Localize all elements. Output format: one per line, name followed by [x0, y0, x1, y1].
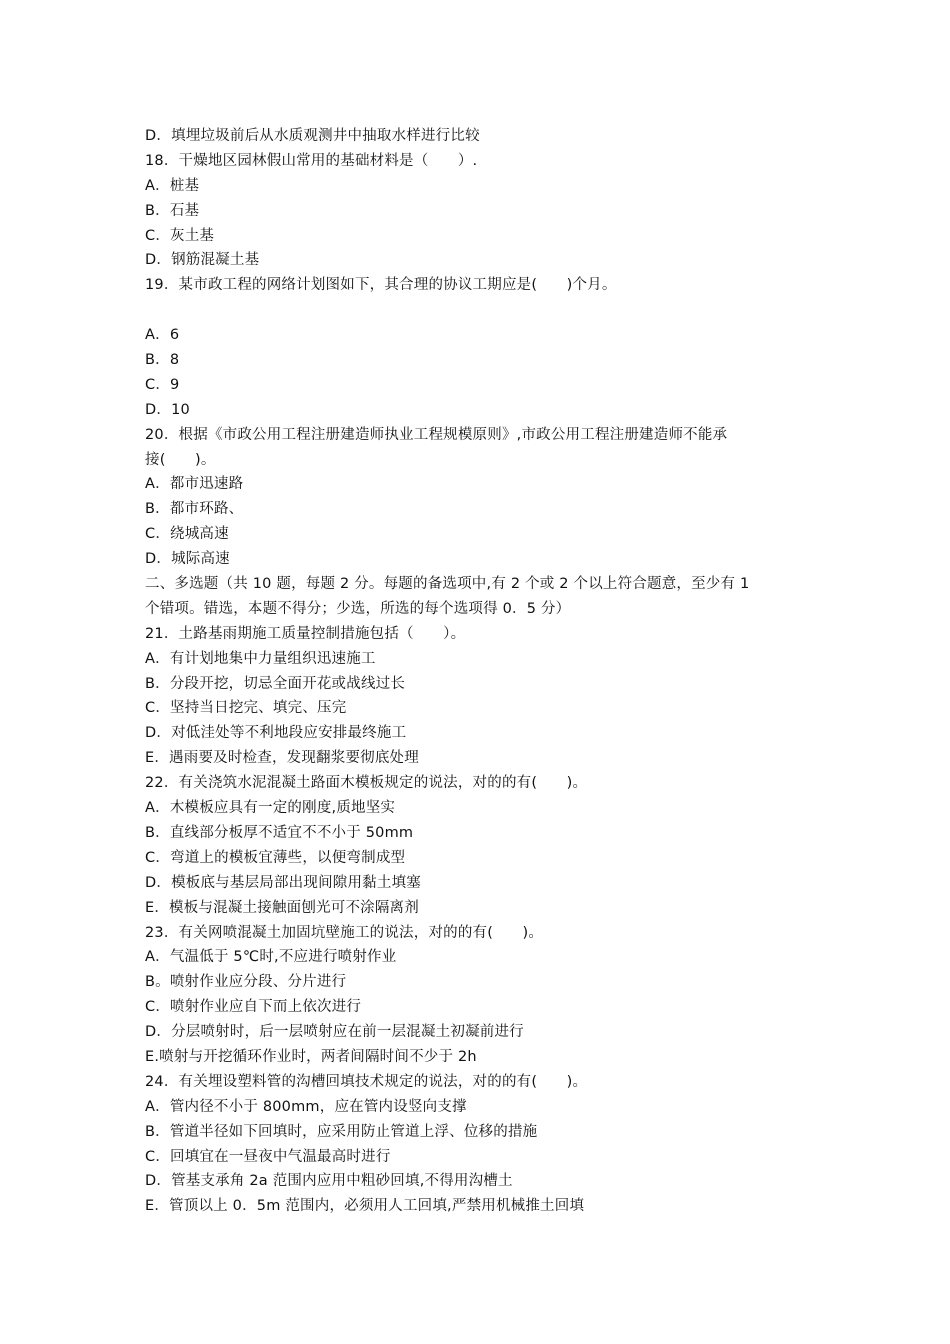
- blank-line: [145, 298, 815, 323]
- option-c-q24: C．回填宜在一昼夜中气温最高时进行: [145, 1148, 391, 1165]
- option-a-q20: A．都市迅速路: [145, 476, 244, 493]
- option-c-q23: C．喷射作业应自下而上依次进行: [145, 999, 362, 1016]
- option-d-q18: D．钢筋混凝土基: [145, 252, 260, 269]
- section-heading-line-2: 个错项。错选，本题不得分；少选，所选的每个选项得 0．5 分）: [145, 600, 571, 617]
- option-a-q23: A．气温低于 5℃时,不应进行喷射作业: [145, 949, 397, 966]
- option-b-q24: B．管道半径如下回填时，应采用防止管道上浮、位移的措施: [145, 1123, 538, 1140]
- option-b-q18: B．石基: [145, 202, 200, 219]
- option-d-q19: D．10: [145, 401, 190, 418]
- question-21: 21．土路基雨期施工质量控制措施包括（ ）。: [145, 625, 466, 642]
- option-d-q17: D．填埋垃圾前后从水质观测井中抽取水样进行比较: [145, 128, 480, 144]
- option-a-q21: A．有计划地集中力量组织迅速施工: [145, 650, 376, 667]
- option-b-q19: B．8: [145, 352, 180, 369]
- question-19: 19．某市政工程的网络计划图如下，其合理的协议工期应是( )个月。: [145, 277, 617, 294]
- question-20-line-1: 20．根据《市政公用工程注册建造师执业工程规模原则》,市政公用工程注册建造师不能承: [145, 426, 728, 443]
- option-a-q22: A．木模板应具有一定的刚度,质地坚实: [145, 800, 396, 817]
- option-e-q24: E．管顶以上 0．5m 范围内，必须用人工回填,严禁用机械推土回填: [145, 1198, 585, 1215]
- option-e-q22: E．模板与混凝土接触面刨光可不涂隔离剂: [145, 899, 419, 916]
- option-c-q18: C．灰土基: [145, 227, 215, 244]
- option-c-q19: C．9: [145, 376, 180, 393]
- question-23: 23．有关网喷混凝土加固坑壁施工的说法，对的的有( )。: [145, 924, 544, 941]
- question-24: 24．有关埋设塑料管的沟槽回填技术规定的说法，对的的有( )。: [145, 1073, 588, 1090]
- option-a-q19: A．6: [145, 327, 180, 344]
- option-d-q24: D．管基支承角 2a 范围内应用中粗砂回填,不得用沟槽土: [145, 1173, 513, 1190]
- option-c-q21: C．坚持当日挖完、填完、压完: [145, 700, 347, 717]
- question-18: 18．干燥地区园林假山常用的基础材料是（ ）.: [145, 152, 478, 169]
- option-a-q24: A．管内径不小于 800mm，应在管内设竖向支撑: [145, 1098, 467, 1115]
- option-d-q23: D．分层喷射时，后一层喷射应在前一层混凝土初凝前进行: [145, 1024, 524, 1041]
- option-b-q21: B．分段开挖，切忌全面开花或战线过长: [145, 675, 406, 692]
- option-c-q22: C．弯道上的模板宜薄些，以便弯制成型: [145, 849, 406, 866]
- page-content: [145, 124, 815, 1219]
- section-heading-line-1: 二、多选题（共 10 题，每题 2 分。每题的备选项中,有 2 个或 2 个以上符合题意，至少有 1: [145, 576, 750, 593]
- option-a-q18: A．桩基: [145, 177, 200, 194]
- option-d-q21: D．对低洼处等不利地段应安排最终施工: [145, 725, 407, 742]
- question-20-line-2: 接( )。: [145, 451, 216, 468]
- option-c-q20: C．绕城高速: [145, 526, 229, 543]
- option-e-q21: E．遇雨要及时检查，发现翻浆要彻底处理: [145, 750, 419, 767]
- option-e-q23: E.喷射与开挖循环作业时，两者间隔时间不少于 2h: [145, 1048, 477, 1065]
- option-b-q23: B。喷射作业应分段、分片进行: [145, 974, 347, 991]
- option-d-q20: D．城际高速: [145, 551, 230, 568]
- question-22: 22．有关浇筑水泥混凝土路面木模板规定的说法，对的的有( )。: [145, 775, 588, 792]
- option-d-q22: D．模板底与基层局部出现间隙用黏土填塞: [145, 874, 421, 891]
- option-b-q22: B．直线部分板厚不适宜不不小于 50mm: [145, 824, 414, 841]
- option-b-q20: B．都市环路、: [145, 501, 244, 518]
